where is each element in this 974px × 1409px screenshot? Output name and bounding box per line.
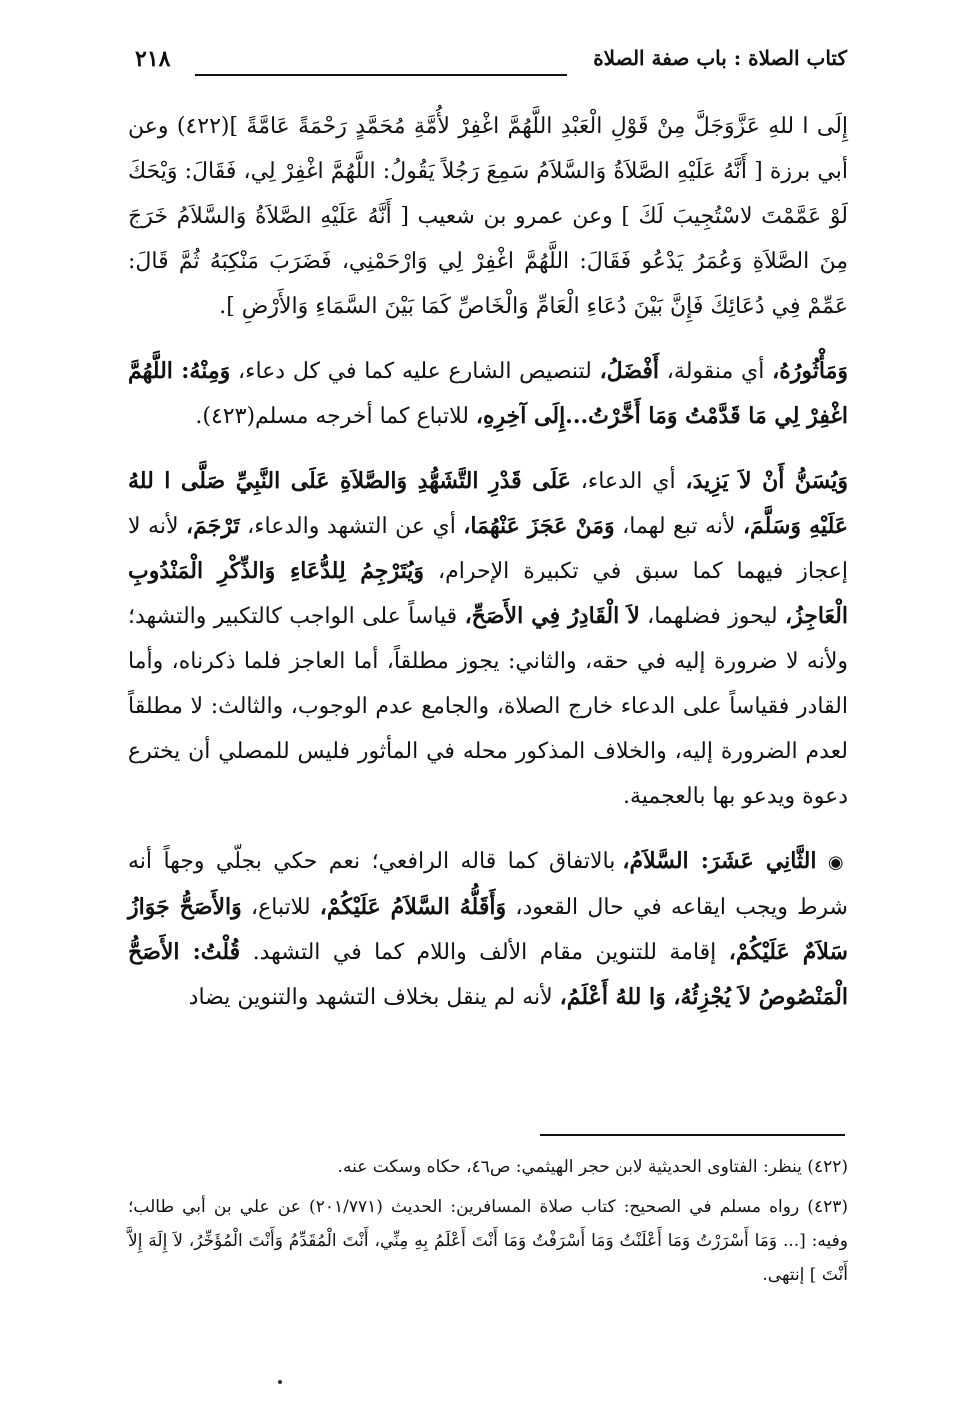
commentary-text: قياساً على الواجب كالتكبير والتشهد؛ ولأنه لا ضرورة إليه في حقه، والثاني: يجوز مطلقاً، أما العاجز فلما ذكرناه، وأما القادر فقياساً على الدعاء خارج الصلاة، والجامع عدم الوجوب، والثالث: لا مطلقاً لعدم الضرورة إليه، والخلاف المذكور محله في المأثور فليس للمصلي أن يخترع دعوة ويدعو بها بالعجمية. — [128, 604, 848, 809]
bold-term: قُلْتُ: الأَصَحُّ الْمَنْصُوصُ لاَ يُجْزِئُهُ، وَا للهُ أَعْلَمُ، — [128, 939, 848, 1010]
commentary-text: للاتباع كما أخرجه مسلم(٤٢٣). — [195, 404, 476, 429]
running-header — [135, 40, 847, 80]
bold-term: عَلَى قَدْرِ التَّشَهُّدِ وَالصَّلاَةِ عَلَى النَّبِيِّ صَلَّى ا للهُ عَلَيْهِ وَسَلَّمَ، — [128, 468, 849, 539]
commentary-text: للاتباع، — [241, 895, 320, 920]
page-number: ٢١٨ — [135, 46, 171, 72]
section-bullet-icon: ◉ — [827, 852, 849, 873]
bold-term: أَفْضَلُ، — [599, 358, 660, 384]
commentary-text: إقامة للتنوين مقام الألف واللام كما في التشهد. — [240, 940, 729, 965]
commentary-text: أي الدعاء، — [570, 469, 686, 494]
paragraph-1: إِلَى ا للهِ عَزَّوَجَلَّ مِنْ قَوْلِ الْعَبْدِ اللَّهُمَّ اغْفِرْ لأُمَّةِ مُحَمَّدٍ رَحْمَةً عَامَّةً ](٤٢٢) وعن أبي برزة [ أَنَّهُ عَلَيْهِ الصَّلاَةُ وَالسَّلاَمُ سَمِعَ رَجُلاً يَقُولُ: اللَّهُمَّ اغْفِرْ لِي، فَقَالَ: وَيْحَكَ لَوْ عَمَّمْتَ لاسْتُجِيبَ لَكَ ] وعن عمرو بن شعيب [ أَنَّهُ عَلَيْهِ الصَّلاَةُ وَالسَّلاَمُ خَرَجَ مِنَ الصَّلاَةِ وَعُمَرُ يَدْعُو فَقَالَ: اللَّهُمَّ اغْفِرْ لِي وَارْحَمْنِي، فَضَرَبَ مَنْكِبَهُ ثُمَّ قَالَ: عَمِّمْ فِي دُعَائِكَ فَإِنَّ بَيْنَ دُعَاءِ الْعَامِّ وَالْخَاصِّ كَمَا بَيْنَ السَّمَاءِ وَالأَرْضِ ]. — [128, 114, 849, 319]
header-rule — [195, 74, 567, 76]
main-text — [128, 104, 848, 1020]
footnotes — [128, 1150, 848, 1298]
chapter-title: كتاب الصلاة : باب صفة الصلاة — [593, 46, 847, 70]
paragraph-2 — [128, 349, 848, 439]
footnote-422: (٤٢٢) ينظر: الفتاوى الحديثية لابن حجر الهيثمي: ص٤٦، حكاه وسكت عنه. — [337, 1157, 848, 1177]
paragraph-3 — [128, 459, 848, 819]
commentary-text: لأنه لم ينقل بخلاف التشهد والتنوين يضاد — [188, 985, 560, 1010]
commentary-text: لتنصيص الشارع عليه كما في كل دعاء، — [230, 359, 600, 384]
commentary-text: ليحوز فضلهما، — [639, 604, 786, 629]
bold-term: وَأَقَلُّهُ السَّلاَمُ عَلَيْكُمْ، — [319, 894, 507, 920]
bold-term: وَمَأْثُورُهُ، — [772, 358, 848, 384]
bold-term: تَرْجَمَ، — [186, 513, 240, 539]
footnote-423: (٤٢٣) رواه مسلم في الصحيح: كتاب صلاة المسافرين: الحديث (٢٠١/٧٧١) عن علي بن أبي طالب؛ وفيه: [... وَمَا أَسْرَرْتُ وَمَا أَعْلَنْتُ وَمَا أَسْرَفْتُ وَمَا أَنْتَ أَعْلَمُ بِهِ مِنِّي، أَنْتَ الْمُقَدِّمُ وَأَنْتَ الْمُؤَخِّرُ، لاَ إِلَهَ إِلاَّ أَنْتَ ] إنتهى. — [128, 1197, 848, 1285]
bold-term: وَمِنْهُ: اللَّهُمَّ اغْفِرْ لِي مَا قَدَّمْتُ وَمَا أَخَّرْتُ...إِلَى آخِرِهِ، — [128, 358, 848, 429]
bold-term: وَالأَصَحُّ جَوَازُ سَلاَمٌ عَلَيْكُمْ، — [128, 894, 848, 965]
commentary-text: لأنه تبع لهما، — [614, 514, 743, 539]
bold-term: الثَّانِي عَشَرَ: السَّلاَمُ، — [622, 848, 817, 874]
bold-term: وَيُتَرْجِمُ لِلدُّعَاءِ وَالذِّكْرِ الْمَنْدُوبِ الْعَاجِزُ، — [128, 558, 848, 629]
commentary-text: لأنه لا إعجاز فيهما كما سبق في تكبيرة الإحرام، — [128, 514, 848, 584]
commentary-text: أي منقولة، — [659, 359, 773, 384]
paragraph-4 — [128, 839, 848, 1020]
commentary-text: بالاتفاق كما قاله الرافعي؛ نعم حكي بجلّي وجهاً أنه شرط ويجب ايقاعه في حال القعود، — [128, 849, 848, 920]
footnote-rule — [540, 1134, 845, 1136]
bold-term: وَيُسَنُّ أَنْ لاَ يَزِيدَ، — [685, 468, 848, 494]
commentary-text: أي عن التشهد والدعاء، — [239, 514, 464, 539]
bold-term: وَمَنْ عَجَزَ عَنْهُمَا، — [463, 513, 615, 539]
bold-term: لاَ الْقَادِرُ فِي الأَصَحِّ، — [464, 603, 640, 629]
speck-mark — [278, 1380, 282, 1384]
